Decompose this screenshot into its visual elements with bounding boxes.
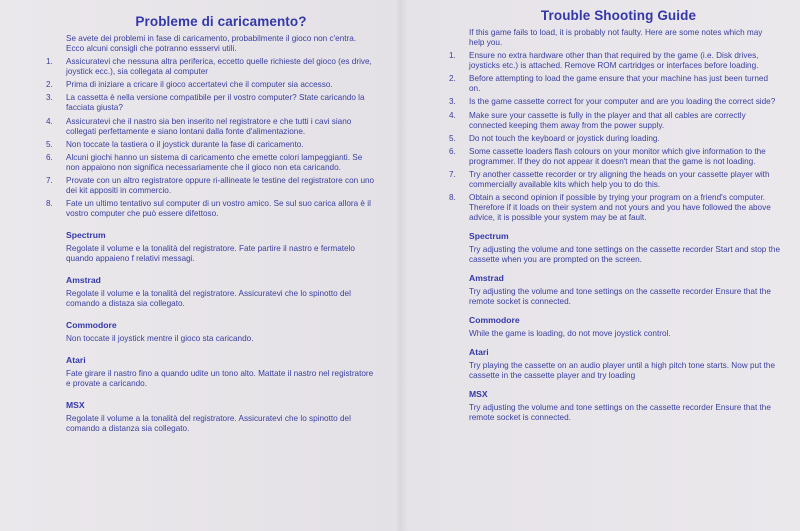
section-heading: MSX: [469, 389, 488, 400]
section-heading: Atari: [469, 347, 489, 358]
italian-section-commodore: [66, 320, 376, 344]
english-step: 7. Try another cassette recorder or try aligning the heads on your cassette player with commercially available kits which help you to do this.: [449, 170, 770, 190]
italian-intro: Se avete dei problemi in fase di caricamento, probabilmente il gioco non c'entra. Ecco alcuni consigli che potranno essservi utili.: [66, 34, 357, 53]
section-heading: Spectrum: [469, 231, 509, 242]
italian-section-amstrad: [66, 275, 376, 309]
section-body: Regolate il volume e la tonalità del registratore. Fate partire il nastro e fermatelo quando appaieno f relativi messagi.: [66, 244, 355, 264]
italian-step: 6. Alcuni giochi hanno un sistema di caricamento che emette colori lampeggianti. Se non appaiono non significa necessariamente che il gioco non eta caricando.: [46, 152, 363, 172]
english-section-msx: [469, 389, 780, 423]
section-heading: Amstrad: [66, 275, 101, 286]
english-section-commodore: [469, 315, 780, 339]
section-body: Try adjusting the volume and tone settings on the cassette recorder Start and stop the cassette when you are prompted on the screen.: [469, 245, 781, 265]
italian-step: 8. Fate un ultimo tentativo sul computer di un vostro amico. Se sul suo carica allora è il vostro computer che può essere difettoso.: [46, 199, 371, 219]
english-title: Trouble Shooting Guide: [540, 8, 697, 23]
english-page: [449, 0, 780, 423]
english-intro: If this game fails to load, it is probably not faulty. Here are some notes which may help you.: [469, 28, 763, 47]
section-body: Try playing the cassette on an audio player until a high pitch tone starts. Now put the cassette in the cassette player and try loading: [469, 361, 775, 381]
section-body: Non toccate il joystick mentre il gioco sta caricando.: [66, 334, 254, 344]
section-heading: Atari: [66, 355, 86, 366]
section-body: Regolate il volume a la tonalità del registratore. Assicuratevi che lo spinotto del comando a distanza sia collegato.: [66, 414, 351, 434]
english-section-spectrum: [469, 231, 780, 265]
italian-section-atari: [66, 355, 376, 389]
section-heading: Commodore: [469, 315, 520, 326]
english-step: 2. Before attempting to load the game ensure that your machine has just been turned on.: [449, 74, 769, 94]
section-heading: Spectrum: [66, 230, 106, 241]
italian-step: 3. La cassetta è nella versione compatibile per il vostro computer? State caricando la facciata giusta?: [46, 93, 365, 113]
italian-section-msx: [66, 400, 376, 434]
italian-section-spectrum: [66, 230, 376, 264]
italian-page: [46, 0, 376, 434]
italian-step: 4. Assicuratevi che il nastro sia ben inserito nel registratore e che tutti i cavi siano collegati perfettamente e siano lontani dalla fonte d'alimentazione.: [46, 116, 352, 136]
section-heading: Commodore: [66, 320, 117, 331]
english-section-amstrad: [469, 273, 780, 307]
section-body: Try adjusting the volume and tone settings on the cassette recorder Ensure that the remote socket is connected.: [469, 287, 771, 307]
english-step: 5. Do not touch the keyboard or joystick during loading.: [449, 133, 660, 143]
english-step: 4. Make sure your cassette is fully in the player and that all cables are correctly connected keeping them away from the power supply.: [449, 110, 746, 130]
english-step: 1. Ensure no extra hardware other than that required by the game (i.e. Disk drives, joysticks etc.) is attached. Remove ROM cartridges or interfaces before loading.: [449, 51, 759, 70]
english-step: 8. Obtain a second opinion if possible by trying your program on a friend's computer. Therefore if it loads on their system and not yours and you have followed the above advice, it is possible your system may be at fault.: [449, 193, 771, 223]
italian-title: Probleme di caricamento?: [135, 14, 307, 29]
section-body: Fate girare il nastro fino a quando udite un tono alto. Mattate il nastro nel registratore e provate a caricando.: [66, 369, 374, 389]
section-body: Try adjusting the volume and tone settings on the cassette recorder Ensure that the remote socket is connected.: [469, 403, 771, 423]
italian-step: 5. Non toccate la tastiera o il joystick durante la fase di caricamento.: [46, 139, 304, 149]
english-step: 6. Some cassette loaders flash colours on your monitor which give information to the programmer. If they do not appear it doesn't mean that the game is not loading.: [449, 146, 766, 166]
italian-step: 7. Provate con un altro registratore oppure ri-allineate le testine del registratore con uno dei kit appositi in commercio.: [46, 176, 375, 196]
section-heading: MSX: [66, 400, 85, 411]
english-step: 3. Is the game cassette correct for your computer and are you loading the correct side?: [449, 97, 776, 107]
italian-steps: [46, 57, 376, 219]
italian-step: 1. Assicuratevi che nessuna altra periferica, eccetto quelle richieste del gioco (es drive, joystick ecc.), sia collegata al computer: [46, 57, 372, 76]
english-section-atari: [469, 347, 780, 381]
section-body: While the game is loading, do not move joystick control.: [469, 329, 671, 339]
italian-step: 2. Prima di iniziare a cricare il gioco accertatevi che il computer sia accesso.: [46, 80, 333, 90]
english-steps: [449, 51, 780, 223]
section-heading: Amstrad: [469, 273, 504, 284]
section-body: Regolate il volume e la tonalità del registratore. Assicuratevi che lo spinotto del comando a distaza sia collegato.: [66, 289, 351, 309]
